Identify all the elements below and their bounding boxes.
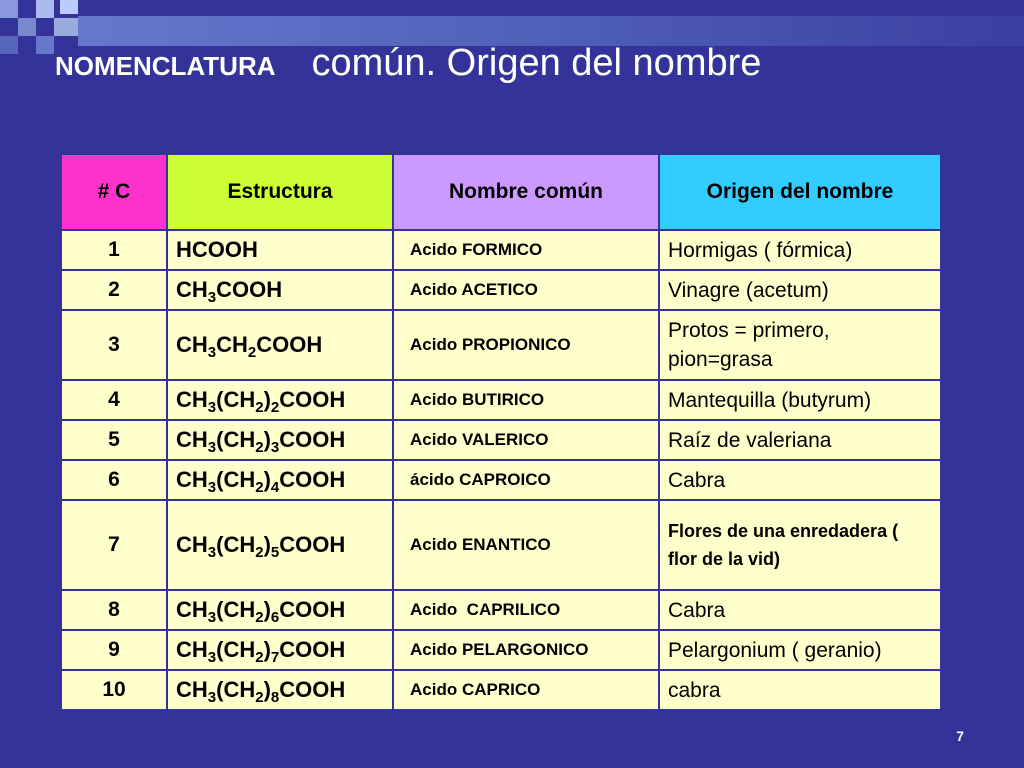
formula-part: COOH xyxy=(279,532,346,557)
cell-carbons: 2 xyxy=(61,270,167,310)
cell-origin: Hormigas ( fórmica) xyxy=(659,230,941,270)
formula-subscript: 2 xyxy=(255,479,264,496)
formula-subscript: 2 xyxy=(255,689,264,706)
formula-subscript: 2 xyxy=(270,399,280,416)
common-name-text: ácido CAPROICO xyxy=(410,470,551,489)
formula-part: ) xyxy=(263,597,271,622)
cell-carbons: 4 xyxy=(61,380,167,420)
formula-part: (CH xyxy=(216,427,256,452)
header-origin: Origen del nombre xyxy=(659,154,941,230)
cell-common-name xyxy=(393,590,659,630)
formula-subscript: 7 xyxy=(270,649,280,666)
cell-carbons: 6 xyxy=(61,460,167,500)
cell-structure xyxy=(167,670,393,710)
cell-structure xyxy=(167,380,393,420)
header-structure: Estructura xyxy=(167,154,393,230)
formula-part: CH xyxy=(176,677,208,702)
formula-part: CH xyxy=(216,332,248,357)
table-row xyxy=(61,630,941,670)
formula-part: CH xyxy=(176,277,208,302)
formula-part: ) xyxy=(263,467,271,492)
formula-part: COOH xyxy=(279,427,346,452)
cell-carbons: 5 xyxy=(61,420,167,460)
formula-subscript: 3 xyxy=(207,649,217,666)
carboxylic-acids-table xyxy=(60,153,942,711)
common-name-text: Acido PELARGONICO xyxy=(410,640,589,659)
formula-subscript: 2 xyxy=(255,609,264,626)
cell-common-name xyxy=(393,500,659,590)
formula-subscript: 2 xyxy=(255,439,264,456)
common-name-text: Acido VALERICO xyxy=(410,430,549,449)
formula-part: COOH xyxy=(279,467,346,492)
formula-part: ) xyxy=(263,427,271,452)
formula-subscript: 6 xyxy=(270,609,280,626)
cell-structure xyxy=(167,270,393,310)
table-row xyxy=(61,310,941,380)
formula-part: COOH xyxy=(279,677,346,702)
formula-part: (CH xyxy=(216,387,256,412)
formula-part: HCOOH xyxy=(176,237,258,262)
table-row xyxy=(61,270,941,310)
formula-subscript: 3 xyxy=(207,289,217,306)
title-rest: común. Origen del nombre xyxy=(311,42,762,84)
cell-origin: cabra xyxy=(659,670,941,710)
table-row xyxy=(61,460,941,500)
formula-subscript: 2 xyxy=(255,544,264,561)
cell-carbons: 8 xyxy=(61,590,167,630)
formula-subscript: 3 xyxy=(207,609,217,626)
header-common-name: Nombre común xyxy=(393,154,659,230)
cell-common-name xyxy=(393,310,659,380)
table-row xyxy=(61,380,941,420)
formula-subscript: 3 xyxy=(207,544,217,561)
common-name-text: Acido CAPRICO xyxy=(410,680,541,699)
cell-origin: Protos = primero, pion=grasa xyxy=(659,310,941,380)
formula-part: COOH xyxy=(216,277,283,302)
formula-part: CH xyxy=(176,387,208,412)
cell-origin: Flores de una enredadera ( flor de la vid) xyxy=(659,500,941,590)
table-row xyxy=(61,420,941,460)
common-name-text: Acido ENANTICO xyxy=(410,535,551,554)
formula-subscript: 3 xyxy=(207,439,217,456)
cell-carbons: 1 xyxy=(61,230,167,270)
cell-origin: Mantequilla (butyrum) xyxy=(659,380,941,420)
slide-title xyxy=(55,42,761,85)
cell-common-name xyxy=(393,670,659,710)
formula-subscript: 2 xyxy=(247,344,257,361)
formula-subscript: 3 xyxy=(207,344,217,361)
formula-part: CH xyxy=(176,637,208,662)
cell-structure xyxy=(167,460,393,500)
formula-subscript: 4 xyxy=(270,479,280,496)
formula-subscript: 8 xyxy=(270,689,280,706)
cell-origin: Raíz de valeriana xyxy=(659,420,941,460)
formula-part: COOH xyxy=(279,387,346,412)
table-row xyxy=(61,230,941,270)
common-name-text: Acido FORMICO xyxy=(410,240,543,259)
formula-part: CH xyxy=(176,532,208,557)
table-header-row xyxy=(61,154,941,230)
common-name-text: Acido BUTIRICO xyxy=(410,390,545,409)
formula-part: ) xyxy=(263,677,271,702)
formula-subscript: 2 xyxy=(255,649,264,666)
cell-structure xyxy=(167,420,393,460)
cell-common-name xyxy=(393,230,659,270)
formula-part: CH xyxy=(176,597,208,622)
cell-carbons: 3 xyxy=(61,310,167,380)
cell-common-name xyxy=(393,420,659,460)
cell-origin: Cabra xyxy=(659,590,941,630)
formula-subscript: 2 xyxy=(255,399,264,416)
common-name-text: Acido ACETICO xyxy=(410,280,538,299)
formula-part: ) xyxy=(263,387,271,412)
formula-subscript: 3 xyxy=(207,689,217,706)
cell-carbons: 10 xyxy=(61,670,167,710)
cell-structure xyxy=(167,630,393,670)
formula-part: ) xyxy=(263,637,271,662)
formula-part: ) xyxy=(263,532,271,557)
cell-structure xyxy=(167,590,393,630)
formula-subscript: 3 xyxy=(270,439,280,456)
formula-subscript: 5 xyxy=(270,544,280,561)
formula-part: CH xyxy=(176,467,208,492)
formula-part: CH xyxy=(176,427,208,452)
formula-part: (CH xyxy=(216,637,256,662)
cell-common-name xyxy=(393,460,659,500)
formula-part: CH xyxy=(176,332,208,357)
cell-structure xyxy=(167,230,393,270)
cell-common-name xyxy=(393,380,659,420)
cell-origin: Vinagre (acetum) xyxy=(659,270,941,310)
common-name-text: Acido PROPIONICO xyxy=(410,335,571,354)
cell-common-name xyxy=(393,630,659,670)
table-row xyxy=(61,670,941,710)
formula-part: (CH xyxy=(216,467,256,492)
cell-structure xyxy=(167,310,393,380)
formula-part: COOH xyxy=(279,597,346,622)
table-row xyxy=(61,590,941,630)
formula-part: COOH xyxy=(256,332,323,357)
cell-structure xyxy=(167,500,393,590)
formula-part: (CH xyxy=(216,532,256,557)
formula-subscript: 3 xyxy=(207,479,217,496)
formula-part: (CH xyxy=(216,597,256,622)
formula-part: COOH xyxy=(279,637,346,662)
cell-origin: Pelargonium ( geranio) xyxy=(659,630,941,670)
cell-carbons: 9 xyxy=(61,630,167,670)
table-row xyxy=(61,500,941,590)
page-number: 7 xyxy=(956,728,964,744)
cell-origin: Cabra xyxy=(659,460,941,500)
header-carbons: # C xyxy=(61,154,167,230)
title-bold: NOMENCLATURA xyxy=(55,51,276,81)
cell-common-name xyxy=(393,270,659,310)
common-name-text: Acido CAPRILICO xyxy=(410,600,561,619)
formula-part: (CH xyxy=(216,677,256,702)
cell-carbons: 7 xyxy=(61,500,167,590)
formula-subscript: 3 xyxy=(207,399,217,416)
